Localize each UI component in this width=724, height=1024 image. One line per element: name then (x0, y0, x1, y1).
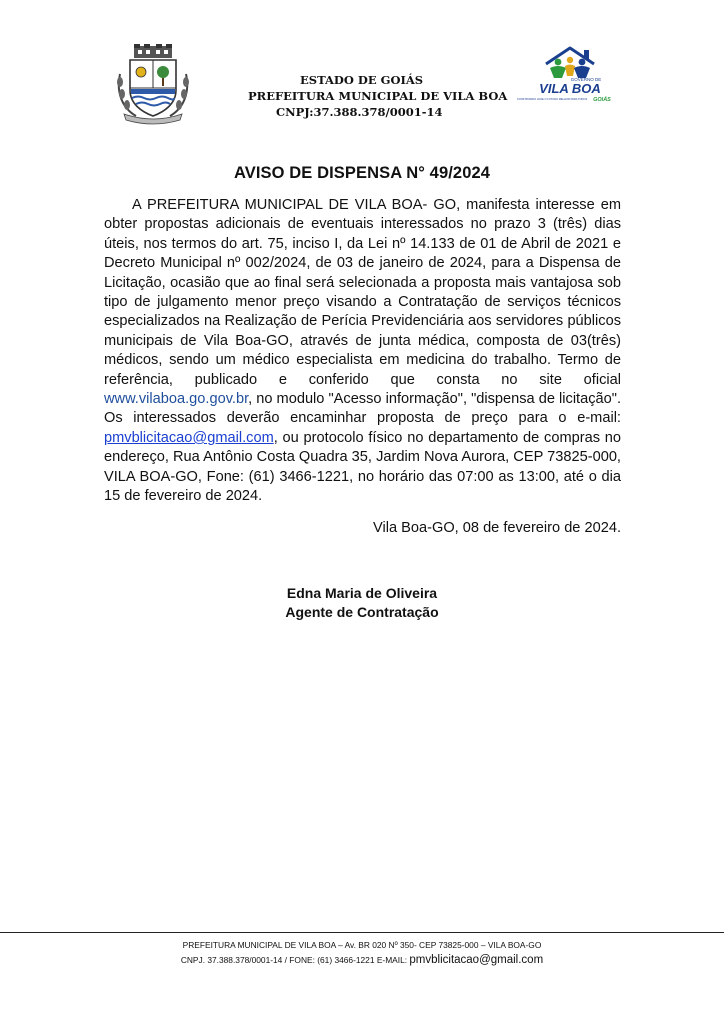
signature-block (0, 584, 724, 622)
letterhead-text (200, 72, 540, 120)
signer-role: Agente de Contratação (285, 604, 439, 620)
document-title: AVISO DE DISPENSA N° 49/2024 (233, 164, 491, 182)
prefecture-cnpj: CNPJ:37.388.378/0001-14 (276, 105, 443, 119)
footer-contact (0, 953, 724, 968)
letterhead (0, 0, 724, 130)
notice-body-part2: , no modulo "Acesso informação", "dispensa de licitação". Os interessados deverão encaminhar proposta de preço para o e-mail: (104, 391, 621, 427)
state-name: ESTADO DE GOIÁS (300, 73, 424, 87)
prefecture-name: PREFEITURA MUNICIPAL DE VILA BOA (248, 89, 508, 103)
footer-address: PREFEITURA MUNICIPAL DE VILA BOA – Av. BR 020 Nº 350- CEP 73825-000 – VILA BOA-GO (182, 940, 542, 950)
logo-small-text: GOVERNO DE (570, 77, 602, 82)
signer-name: Edna Maria de Oliveira (286, 585, 438, 601)
logo-tagline: CONSTRUINDO HOJE O FUTURO MELHOR PARA TODOS (516, 98, 588, 101)
footer-email[interactable]: pmvblicitacao@gmail.com (409, 954, 544, 966)
notice-body-part3: , ou protocolo físico no departamento de compras no endereço, Rua Antônio Costa Quadra 35, Jardim Nova Aurora, CEP 73825-000, VILA BOA-GO, Fone: (61) 3466-1221, no horário das 07:00 as 13:00, até o dia 15 de fevereiro de 2024. (104, 429, 621, 505)
footer-divider (0, 932, 724, 933)
email-link[interactable]: pmvblicitacao@gmail.com (104, 429, 274, 446)
date-line: Vila Boa-GO, 08 de fevereiro de 2024. (373, 520, 621, 536)
logo-name: VILA BOA (539, 81, 601, 96)
vila-boa-government-logo (516, 46, 616, 104)
footer-contact-text: CNPJ. 37.388.378/0001-14 / FONE: (61) 3466-1221 E-MAIL: (180, 955, 410, 965)
footer (0, 938, 724, 968)
municipal-crest-icon (114, 44, 192, 122)
website-link[interactable]: www.vilaboa.go.gov.br (104, 391, 249, 408)
logo-state: GOIÁS (593, 97, 611, 103)
notice-body (104, 196, 621, 507)
notice-body-part1: A PREFEITURA MUNICIPAL DE VILA BOA- GO, manifesta interesse em obter propostas adicionais de eventuais interessados no prazo 3 (três) dias úteis, nos termos do art. 75, inciso I, da Lei nº 14.133 de 01 de Abril de 2021 e Decreto Municipal nº 002/2024, de 03 de janeiro de 2024, para a Dispensa de Licitação, ocasião que ao final será selecionada a proposta mais vantajosa sob tipo de julgamento menor preço visando a Contratação de serviços técnicos especializados na Realização de Perícia Previdenciária aos servidores públicos municipais de Vila Boa-GO, através de junta médica, composta de 03(três) médicos, sendo um médico especialista em medicina do trabalho. Termo de referência, publicado e conferido que consta no site oficial (104, 197, 621, 388)
